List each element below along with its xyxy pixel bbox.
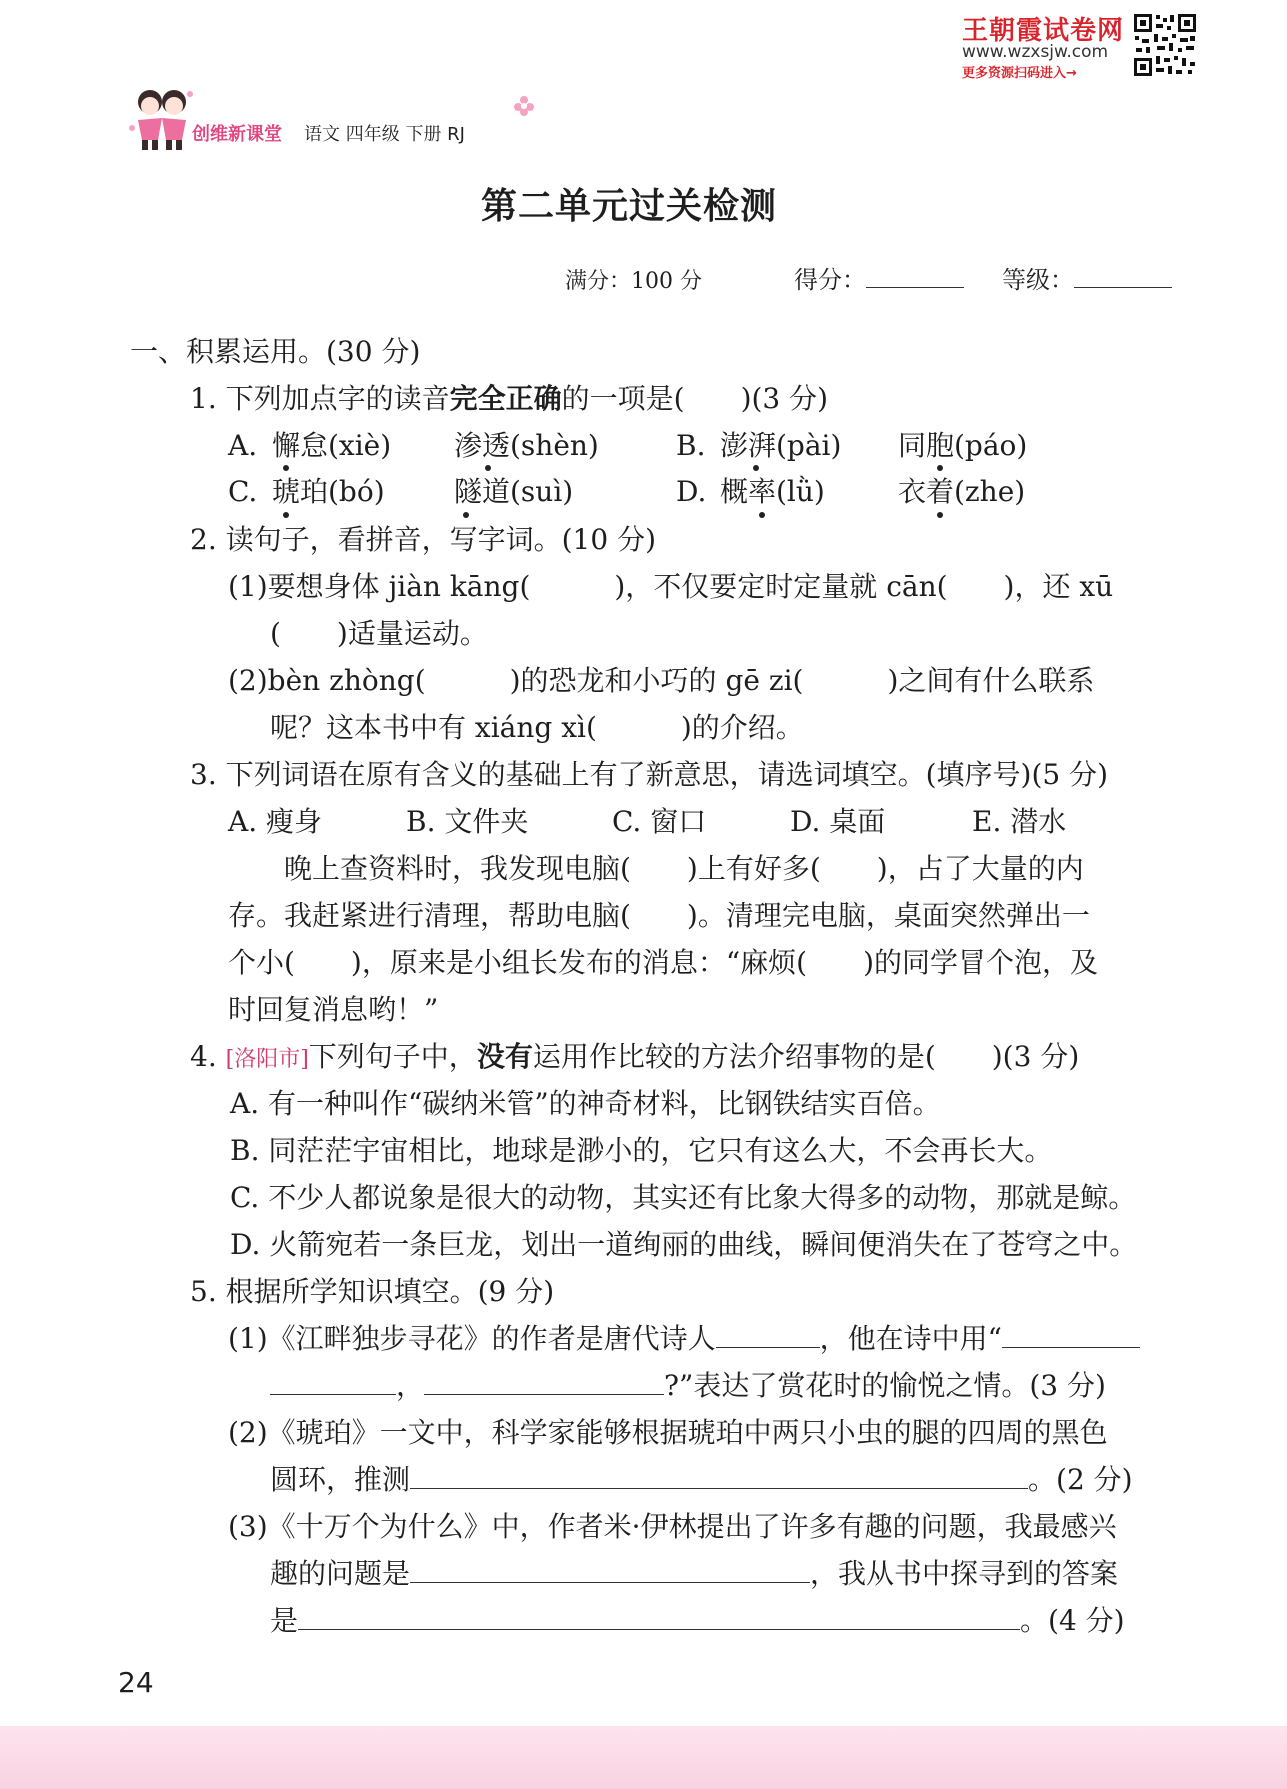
q4-stem-text: 下列句子中， xyxy=(308,1040,477,1073)
question-blank[interactable] xyxy=(410,1556,810,1583)
verse-blank-2[interactable] xyxy=(270,1368,396,1395)
q5-item-3-text: 趣的问题是 xyxy=(270,1557,411,1590)
full-score: 满分：100 分 xyxy=(565,269,702,294)
q1-word-c2: 隧道(suì) xyxy=(454,475,574,508)
q1-word-c1: 琥珀(bó) xyxy=(272,475,385,508)
grade-label: 等级： xyxy=(1002,266,1074,294)
emphasis-dots xyxy=(0,0,1287,520)
site-url[interactable]: www.wzxsjw.com xyxy=(962,42,1109,62)
q1-label-d[interactable]: D. xyxy=(676,475,707,508)
q3-passage-line-1: 晚上查资料时，我发现电脑( )上有好多( )，占了大量的内 xyxy=(284,852,1084,885)
q4-option-c[interactable]: C. 不少人都说象是很大的动物，其实还有比象大得多的动物，那就是鲸。 xyxy=(230,1181,1137,1214)
q1-stem-text: 1. 下列加点字的读音 xyxy=(190,382,450,415)
q3-passage-line-2: 存。我赶紧进行清理，帮助电脑( )。清理完电脑，桌面突然弹出一 xyxy=(228,899,1090,932)
page-title: 第二单元过关检测 xyxy=(480,186,777,227)
q4-stem xyxy=(190,1037,1079,1080)
q1-stem-tail: 的一项是( )(3 分) xyxy=(561,382,829,415)
page-number: 24 xyxy=(118,1666,154,1699)
q5-item-3-line-3 xyxy=(270,1601,1125,1641)
q5-item-1-text: (1)《江畔独步寻花》的作者是唐代诗人 xyxy=(228,1322,716,1355)
q1-word-a1: 懈怠(xiè) xyxy=(272,429,392,462)
q5-item-3-mid: ，我从书中探寻到的答案 xyxy=(810,1557,1119,1590)
q5-item-3-answer-label: 是 xyxy=(270,1604,299,1637)
q4-region-tag: [洛阳市] xyxy=(225,1047,309,1072)
answer-blank[interactable] xyxy=(298,1603,1020,1630)
q3-option-b[interactable]: B. 文件夹 xyxy=(406,805,529,838)
q2-sentence-2-line-1: (2)bèn zhòng( )的恐龙和小巧的 gē zi( )之间有什么联系 xyxy=(228,664,1095,697)
q5-item-2-tail: 。(2 分) xyxy=(1028,1463,1133,1496)
q1-label-a[interactable]: A. xyxy=(228,429,258,462)
q5-item-1-line-2 xyxy=(270,1366,1106,1406)
score-label: 得分： xyxy=(794,266,866,294)
book-info: 语文 四年级 下册 RJ xyxy=(304,124,465,145)
q3-option-e[interactable]: E. 潜水 xyxy=(972,805,1067,838)
q4-option-b[interactable]: B. 同茫茫宇宙相比，地球是渺小的，它只有这么大，不会再长大。 xyxy=(230,1134,1053,1167)
q1-stem-emphasis: 完全正确 xyxy=(449,382,562,415)
q1-word-d2: 衣着(zhe) xyxy=(898,475,1026,508)
q2-sentence-1-line-1: (1)要想身体 jiàn kāng( )，不仅要定时定量就 cān( )，还 xū xyxy=(228,570,1114,603)
q1-word-d1: 概率(lǜ) xyxy=(720,475,825,508)
poet-blank[interactable] xyxy=(716,1321,820,1348)
q5-item-1-tail: ?”表达了赏花时的愉悦之情。(3 分) xyxy=(664,1369,1106,1402)
q5-item-3-tail: 。(4 分) xyxy=(1020,1604,1125,1637)
q2-sentence-1-line-2: ( )适量运动。 xyxy=(270,617,488,650)
verse-blank-1[interactable] xyxy=(1002,1321,1140,1348)
footer-band xyxy=(0,1726,1287,1789)
q3-stem: 3. 下列词语在原有含义的基础上有了新意思，请选词填空。(填序号)(5 分) xyxy=(190,758,1109,791)
q1-word-b2: 同胞(páo) xyxy=(898,429,1028,462)
q1-label-b[interactable]: B. xyxy=(676,429,706,462)
site-name: 王朝霞试卷网 xyxy=(962,16,1125,46)
q3-option-a[interactable]: A. 瘦身 xyxy=(228,805,323,838)
q3-passage-line-4: 时回复消息哟！” xyxy=(228,993,439,1026)
q5-item-2-text: 圆环，推测 xyxy=(270,1463,411,1496)
q5-item-1-comma: ， xyxy=(396,1369,425,1402)
q5-stem: 5. 根据所学知识填空。(9 分) xyxy=(190,1275,555,1308)
q2-stem: 2. 读句子，看拼音，写字词。(10 分) xyxy=(190,523,656,556)
q3-passage-line-3: 个小( )，原来是小组长发布的消息：“麻烦( )的同学冒个泡，及 xyxy=(228,946,1099,979)
scan-hint: 更多资源扫码进入→ xyxy=(962,66,1077,81)
q5-item-3-line-2 xyxy=(270,1554,1118,1594)
q4-option-d[interactable]: D. 火箭宛若一条巨龙，划出一道绚丽的曲线，瞬间便消失在了苍穹之中。 xyxy=(230,1228,1138,1261)
q5-item-2-line-1: (2)《琥珀》一文中，科学家能够根据琥珀中两只小虫的腿的四周的黑色 xyxy=(228,1416,1108,1449)
q5-item-1-line-1 xyxy=(228,1319,1140,1359)
q4-number: 4. xyxy=(190,1040,217,1073)
series-name: 创维新课堂 xyxy=(192,124,282,145)
q2-sentence-2-line-2: 呢？这本书中有 xiáng xì( )的介绍。 xyxy=(270,711,804,744)
q1-word-a2: 渗透(shèn) xyxy=(454,429,599,462)
inference-blank[interactable] xyxy=(410,1462,1028,1489)
q4-option-a[interactable]: A. 有一种叫作“碳纳米管”的神奇材料，比钢铁结实百倍。 xyxy=(230,1087,941,1120)
q5-item-1-mid: ，他在诗中用“ xyxy=(819,1322,1002,1355)
section-heading: 一、积累运用。(30 分) xyxy=(130,335,421,368)
verse-blank-3[interactable] xyxy=(424,1368,664,1395)
q1-label-c[interactable]: C. xyxy=(228,475,258,508)
q4-stem-emphasis: 没有 xyxy=(476,1040,533,1073)
q1-word-b1: 澎湃(pài) xyxy=(720,429,842,462)
q3-option-d[interactable]: D. 桌面 xyxy=(790,805,886,838)
q5-item-3-line-1: (3)《十万个为什么》中，作者米·伊林提出了许多有趣的问题，我最感兴 xyxy=(228,1510,1117,1543)
q5-item-2-line-2 xyxy=(270,1460,1133,1500)
q4-stem-tail: 运用作比较的方法介绍事物的是( )(3 分) xyxy=(532,1040,1080,1073)
q3-option-c[interactable]: C. 窗口 xyxy=(612,805,707,838)
